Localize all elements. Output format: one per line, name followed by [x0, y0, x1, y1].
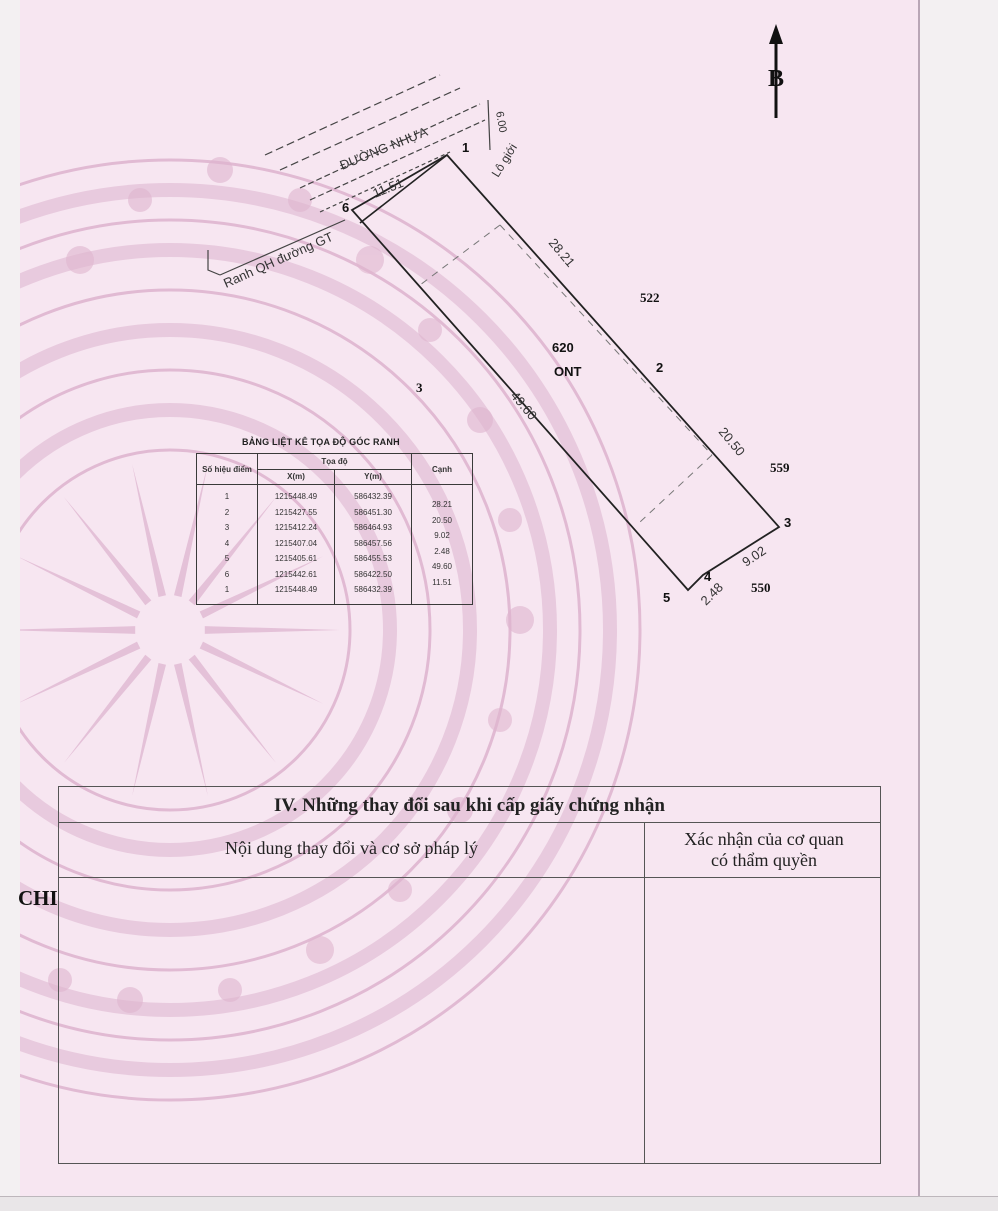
row-x: 1215427.55 [274, 507, 318, 517]
row-point: 4 [224, 538, 230, 548]
road-width-label: 6.00 [493, 110, 509, 134]
page-bottom-edge [0, 1196, 998, 1211]
road-label: ĐƯỜNG NHỰA [337, 123, 430, 173]
row-y: 586464.93 [354, 523, 392, 532]
row-x: 1215448.49 [274, 585, 318, 594]
parcel-land-type: ONT [554, 364, 582, 379]
row-y: 586422.50 [354, 569, 392, 579]
coord-table [196, 453, 473, 605]
row-y: 586451.30 [354, 507, 392, 517]
row-edge: 20.50 [431, 515, 453, 525]
coord-table-title: BẢNG LIỆT KÊ TỌA ĐỘ GÓC RANH [242, 437, 400, 447]
planning-label: Ranh QH đường GT [221, 228, 336, 291]
row-x: 1215412.24 [274, 523, 318, 532]
row-point: 3 [224, 523, 230, 532]
boundary-label: Lô giới [488, 141, 520, 180]
edge-length-5-6: 49.60 [507, 388, 541, 423]
row-edge: 28.21 [431, 500, 453, 509]
side-mark: CHI [18, 886, 58, 910]
neighbor-parcel: 3 [416, 380, 423, 395]
row-point: 6 [224, 569, 230, 579]
row-edge: 11.51 [432, 577, 452, 587]
row-point: 2 [224, 507, 230, 517]
neighbor-parcel: 550 [751, 580, 771, 595]
header-y: Y(m) [335, 469, 412, 485]
header-edge: Cạnh [412, 454, 473, 485]
row-point: 5 [224, 554, 230, 563]
confirmation-header-line1: Xác nhận của cơ quan [684, 829, 844, 849]
confirmation-header-line2: có thẩm quyền [711, 850, 817, 870]
row-y: 586455.53 [354, 554, 392, 563]
row-x: 1215448.49 [274, 492, 318, 501]
row-point: 1 [224, 585, 230, 594]
row-x: 1215442.61 [274, 569, 318, 579]
edge-length-1-2: 28.21 [545, 235, 579, 270]
header-coords: Tọa độ [258, 454, 412, 470]
edge-column [412, 485, 473, 605]
north-label: B [768, 66, 785, 92]
edge-length-4-5: 2.48 [697, 579, 727, 609]
x-column [258, 485, 335, 605]
row-x: 1215405.61 [274, 554, 318, 563]
point-label-4: 4 [704, 569, 712, 584]
row-y: 586432.39 [354, 585, 392, 594]
y-column [335, 485, 412, 605]
point-label-5: 5 [663, 590, 671, 605]
edge-length-3-4: 9.02 [739, 542, 769, 570]
row-edge: 9.02 [434, 531, 450, 540]
row-y: 586432.39 [354, 492, 392, 501]
changes-confirmation-header [646, 829, 882, 871]
point-label-3: 3 [784, 515, 792, 530]
changes-content-header: Nội dung thay đổi và cơ sở pháp lý [224, 838, 478, 858]
edge-length-6-1: 11.51 [370, 175, 406, 201]
point-label-6: 6 [342, 200, 350, 215]
point-column [197, 485, 258, 605]
row-y: 586457.56 [354, 538, 392, 548]
header-point: Số hiệu điểm [197, 454, 258, 485]
certificate-page [20, 0, 920, 1196]
point-label-2: 2 [656, 360, 664, 375]
parcel-number: 620 [552, 340, 574, 355]
header-x: X(m) [258, 469, 335, 485]
column-divider [644, 823, 645, 1163]
row-x: 1215407.04 [274, 538, 318, 548]
neighbor-parcel: 559 [770, 460, 790, 475]
point-label-1: 1 [462, 140, 470, 155]
header-divider [59, 877, 880, 878]
edge-length-2-3: 20.50 [715, 424, 749, 459]
changes-title: IV. Những thay đổi sau khi cấp giấy chứng nhận [59, 787, 880, 823]
changes-section [58, 786, 881, 1164]
neighbor-parcel: 522 [640, 290, 660, 305]
row-edge: 2.48 [434, 546, 450, 556]
row-edge: 49.60 [431, 562, 453, 571]
row-point: 1 [224, 492, 230, 501]
